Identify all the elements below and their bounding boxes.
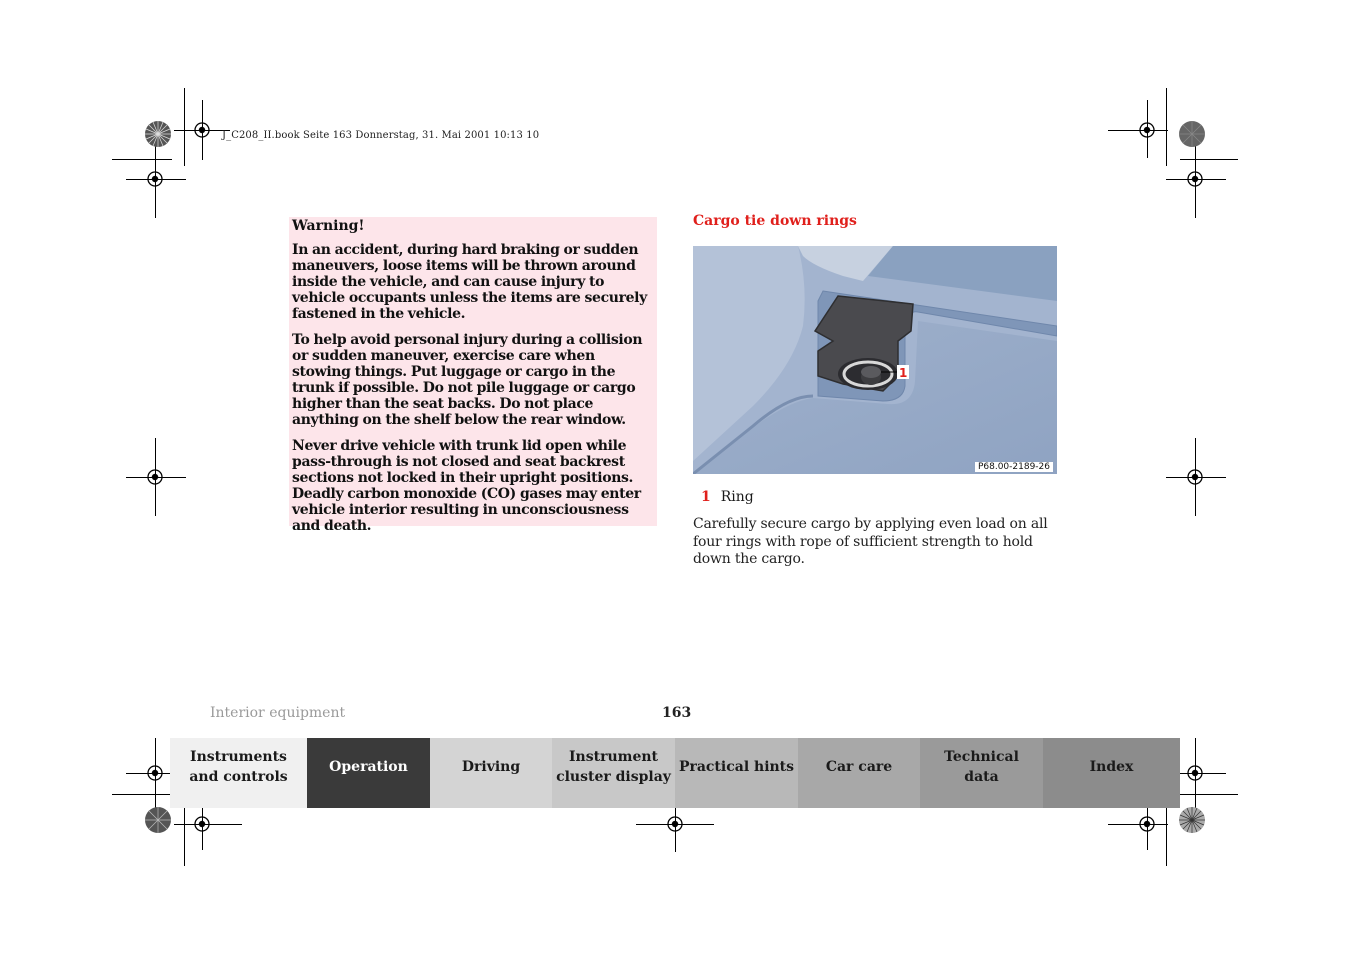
tab-label: Technical data (944, 749, 1019, 785)
registration-mark-icon (143, 167, 167, 191)
crop-line (1180, 159, 1238, 160)
crop-line (1180, 794, 1238, 795)
tab-label: Instrument cluster display (556, 749, 671, 785)
crop-line (1166, 808, 1167, 866)
registration-mark-icon (1135, 118, 1159, 142)
crop-line (184, 88, 185, 166)
tab-label: Operation (329, 759, 408, 775)
warning-paragraph: Never drive vehicle with trunk lid open while pass-through is not closed and seat backrest sections not locked in their upright positions. Deadly carbon monoxide (CO) gases may enter vehicle interior resulting in unconsciousness and death. (292, 438, 641, 534)
warning-box (289, 217, 657, 534)
tab-label: Car care (825, 759, 893, 775)
body-paragraph: Carefully secure cargo by applying even load on all four rings with rope of sufficient strength to hold down the cargo. (693, 516, 1048, 567)
warning-paragraph: In an accident, during hard braking or sudden maneuvers, loose items will be thrown around inside the vehicle, and can cause injury to vehicle occupants unless the items are securely fastened in the vehicle. (292, 242, 647, 322)
color-target-icon (144, 806, 172, 834)
cargo-ring-illustration (693, 246, 1057, 474)
crop-line (1166, 88, 1167, 166)
warning-paragraph: To help avoid personal injury during a collision or sudden maneuver, exercise care when stowing things. Put luggage or cargo in the trunk if possible. Do not pile luggage or cargo higher than the seat backs. Do not place anything on the shelf below the rear window. (292, 332, 643, 428)
illustration-code: P68.00-2189-26 (975, 462, 1053, 472)
crop-line (112, 159, 172, 160)
tab-label: Instruments and controls (189, 749, 288, 785)
color-target-icon (1178, 120, 1206, 148)
tab-driving[interactable] (430, 738, 552, 808)
registration-mark-icon (663, 812, 687, 836)
legend-item (701, 489, 754, 505)
registration-mark-icon (1183, 761, 1207, 785)
tab-operation[interactable] (307, 738, 430, 808)
crop-line (184, 808, 185, 866)
tab-index[interactable] (1043, 738, 1180, 808)
trunk-floor-illustration (693, 246, 1057, 474)
crop-line (112, 794, 170, 795)
page-number: 163 (662, 705, 692, 721)
print-header: J_C208_II.book Seite 163 Donnerstag, 31. Mai 2001 10:13 10 (222, 130, 540, 141)
registration-mark-icon (143, 761, 167, 785)
callout-number: 1 (899, 366, 908, 380)
tab-car-care[interactable] (798, 738, 920, 808)
legend-number: 1 (701, 489, 711, 505)
section-title: Cargo tie down rings (693, 213, 857, 229)
warning-title: Warning! (292, 218, 365, 234)
registration-mark-icon (143, 465, 167, 489)
tab-practical-hints[interactable] (675, 738, 798, 808)
chapter-tab-bar (170, 738, 1180, 808)
registration-mark-icon (1183, 465, 1207, 489)
tab-label: Driving (461, 759, 521, 775)
registration-mark-icon (190, 118, 214, 142)
registration-mark-icon (1183, 167, 1207, 191)
tab-label: Index (1089, 759, 1134, 775)
color-target-icon (144, 120, 172, 148)
tab-instrument-cluster-display[interactable] (552, 738, 675, 808)
tab-instruments-and-controls[interactable] (170, 738, 307, 808)
tab-technical-data[interactable] (920, 738, 1043, 808)
registration-mark-icon (1135, 812, 1159, 836)
footer-section-name: Interior equipment (210, 705, 346, 721)
tab-label: Practical hints (678, 759, 795, 775)
color-target-icon (1178, 806, 1206, 834)
legend-label: Ring (720, 489, 754, 505)
registration-mark-icon (190, 812, 214, 836)
